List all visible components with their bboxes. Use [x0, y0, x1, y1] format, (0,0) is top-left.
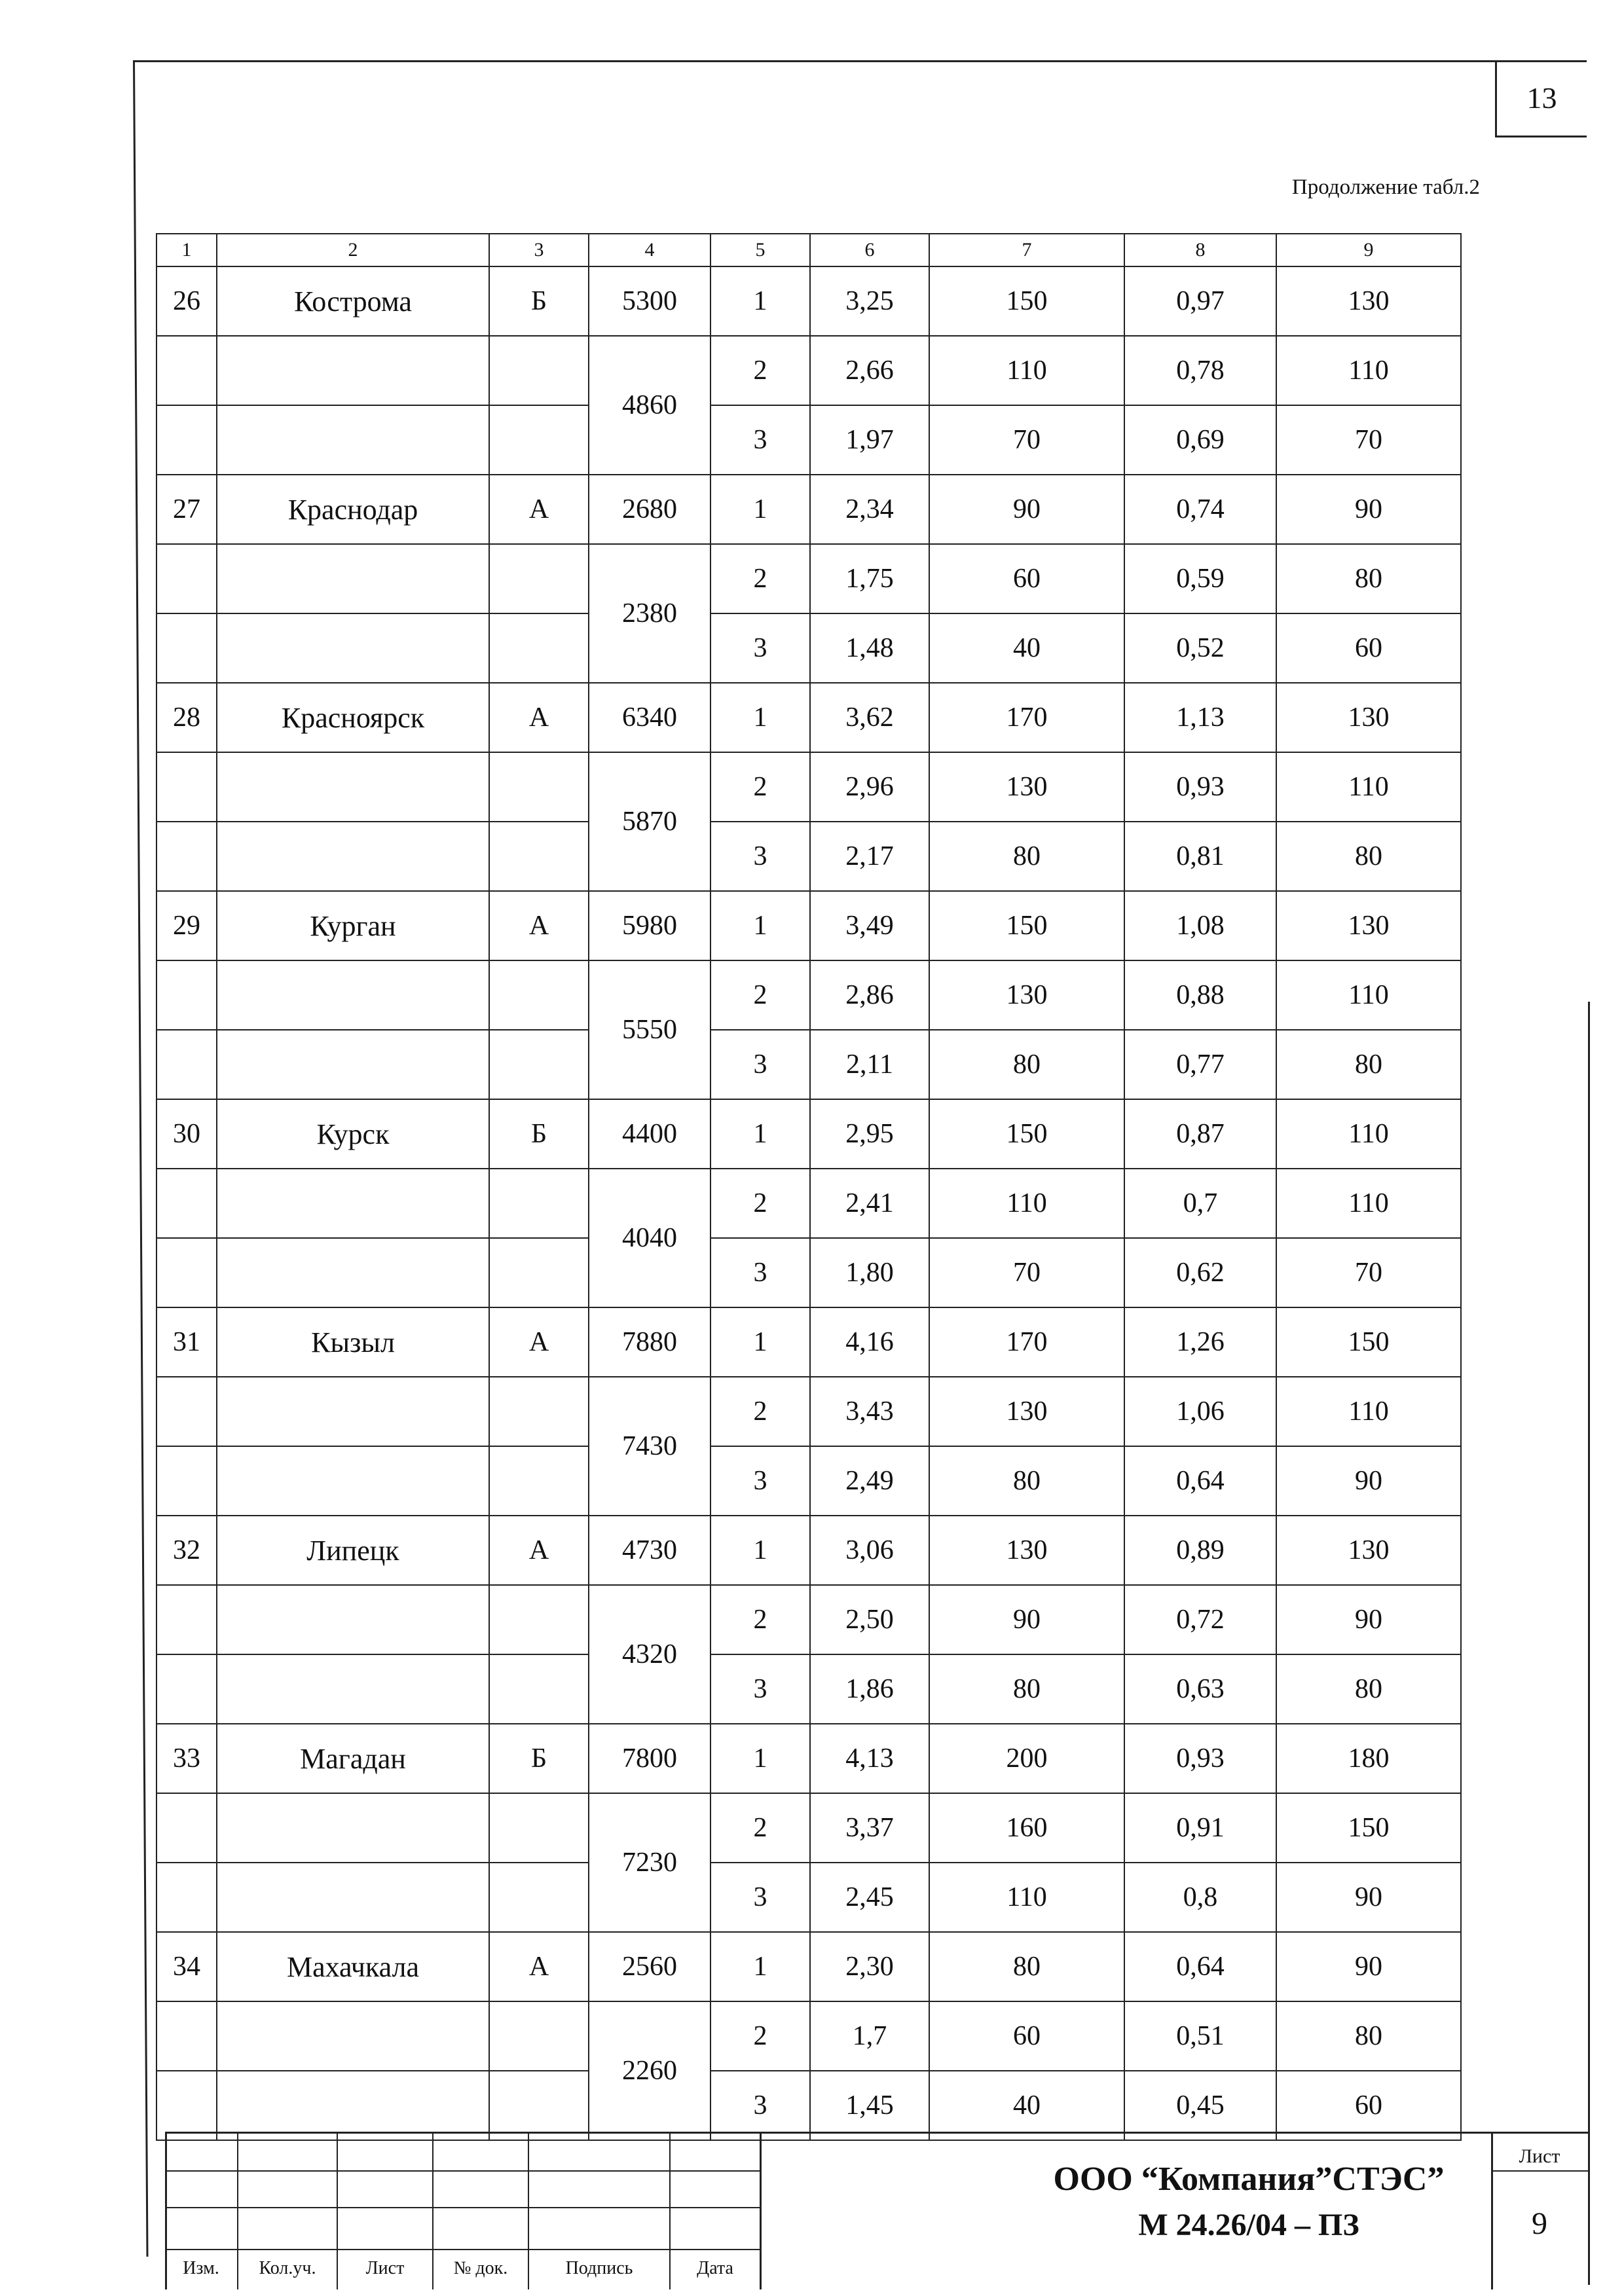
col4-value: 7800	[589, 1724, 710, 1793]
row-number-empty	[157, 1585, 217, 1654]
col9-value: 130	[1276, 1516, 1461, 1585]
col8-value: 0,8	[1124, 1863, 1276, 1932]
col6-value: 2,86	[810, 960, 929, 1030]
row-number-empty	[157, 1377, 217, 1446]
row-number-empty	[157, 960, 217, 1030]
column-header: 7	[929, 234, 1124, 266]
col8-value: 0,88	[1124, 960, 1276, 1030]
city-name-empty	[217, 1654, 489, 1724]
row-number-empty	[157, 1863, 217, 1932]
data-table	[156, 233, 1462, 2141]
title-block	[165, 2132, 1588, 2287]
row-number: 33	[157, 1724, 217, 1793]
col4-value: 4730	[589, 1516, 710, 1585]
table-row	[157, 752, 1461, 822]
col4-value: 5300	[589, 266, 710, 336]
col5-stage: 3	[710, 822, 810, 891]
frame-left-border	[133, 60, 148, 2257]
col4-value: 7880	[589, 1307, 710, 1377]
col8-value: 0,78	[1124, 336, 1276, 405]
table-row	[157, 1446, 1461, 1516]
category-empty	[489, 544, 589, 613]
row-number-empty	[157, 2001, 217, 2071]
col5-stage: 1	[710, 1099, 810, 1169]
city-name-empty	[217, 2071, 489, 2140]
city-name-empty	[217, 822, 489, 891]
col5-stage: 3	[710, 1863, 810, 1932]
city-name: Курган	[217, 891, 489, 960]
row-number-empty	[157, 1169, 217, 1238]
category-empty	[489, 1030, 589, 1099]
column-header: 8	[1124, 234, 1276, 266]
col6-value: 3,62	[810, 683, 929, 752]
label-date: Дата	[697, 2258, 733, 2278]
col5-stage: 3	[710, 1446, 810, 1516]
col7-value: 80	[929, 822, 1124, 891]
col6-value: 1,7	[810, 2001, 929, 2071]
col9-value: 80	[1276, 544, 1461, 613]
category-empty	[489, 1793, 589, 1863]
city-name-empty	[217, 1030, 489, 1099]
col6-value: 1,80	[810, 1238, 929, 1307]
col7-value: 130	[929, 1377, 1124, 1446]
col8-value: 0,72	[1124, 1585, 1276, 1654]
col7-value: 60	[929, 2001, 1124, 2071]
table-row	[157, 683, 1461, 752]
city-name: Липецк	[217, 1516, 489, 1585]
column-header: 9	[1276, 234, 1461, 266]
row-number-empty	[157, 752, 217, 822]
col9-value: 110	[1276, 1377, 1461, 1446]
table-row	[157, 613, 1461, 683]
col9-value: 90	[1276, 1932, 1461, 2001]
col8-value: 0,7	[1124, 1169, 1276, 1238]
row-number: 29	[157, 891, 217, 960]
col7-value: 40	[929, 2071, 1124, 2140]
col8-value: 0,62	[1124, 1238, 1276, 1307]
col6-value: 2,17	[810, 822, 929, 891]
col7-value: 160	[929, 1793, 1124, 1863]
col7-value: 90	[929, 1585, 1124, 1654]
col9-value: 80	[1276, 822, 1461, 891]
category-empty	[489, 1863, 589, 1932]
col9-value: 60	[1276, 613, 1461, 683]
col8-value: 1,06	[1124, 1377, 1276, 1446]
col7-value: 80	[929, 1932, 1124, 2001]
category-empty	[489, 1238, 589, 1307]
col4-value: 6340	[589, 683, 710, 752]
col9-value: 80	[1276, 2001, 1461, 2071]
col5-stage: 3	[710, 2071, 810, 2140]
col5-stage: 1	[710, 1932, 810, 2001]
col6-value: 2,41	[810, 1169, 929, 1238]
category: А	[489, 1516, 589, 1585]
category-empty	[489, 2071, 589, 2140]
sheet-number: 9	[1532, 2206, 1547, 2241]
row-number-empty	[157, 1793, 217, 1863]
city-name-empty	[217, 1169, 489, 1238]
col5-stage: 2	[710, 960, 810, 1030]
col5-stage: 2	[710, 544, 810, 613]
table-row	[157, 1307, 1461, 1377]
col6-value: 2,95	[810, 1099, 929, 1169]
city-name-empty	[217, 613, 489, 683]
col6-value: 2,30	[810, 1932, 929, 2001]
col8-value: 0,64	[1124, 1932, 1276, 2001]
col8-value: 0,52	[1124, 613, 1276, 683]
table-row	[157, 1516, 1461, 1585]
col8-value: 0,93	[1124, 1724, 1276, 1793]
col6-value: 3,25	[810, 266, 929, 336]
table-body	[157, 266, 1461, 2140]
col7-value: 130	[929, 960, 1124, 1030]
category: Б	[489, 1724, 589, 1793]
table-row	[157, 544, 1461, 613]
category-empty	[489, 960, 589, 1030]
column-header: 3	[489, 234, 589, 266]
table-row	[157, 822, 1461, 891]
city-name: Кострома	[217, 266, 489, 336]
row-number-empty	[157, 1238, 217, 1307]
column-header: 6	[810, 234, 929, 266]
col7-value: 110	[929, 1169, 1124, 1238]
col7-value: 110	[929, 1863, 1124, 1932]
col4-value: 7430	[589, 1377, 710, 1516]
col5-stage: 1	[710, 1307, 810, 1377]
row-number-empty	[157, 544, 217, 613]
category-empty	[489, 1654, 589, 1724]
table-row	[157, 266, 1461, 336]
category: А	[489, 1307, 589, 1377]
col8-value: 0,89	[1124, 1516, 1276, 1585]
city-name: Махачкала	[217, 1932, 489, 2001]
column-header: 2	[217, 234, 489, 266]
col8-value: 0,59	[1124, 544, 1276, 613]
row-number: 31	[157, 1307, 217, 1377]
category-empty	[489, 336, 589, 405]
col5-stage: 2	[710, 1585, 810, 1654]
table-row	[157, 1377, 1461, 1446]
category: Б	[489, 266, 589, 336]
table-row	[157, 960, 1461, 1030]
category-empty	[489, 2001, 589, 2071]
city-name-empty	[217, 2001, 489, 2071]
col6-value: 1,97	[810, 405, 929, 475]
document-code: М 24.26/04 – ПЗ	[1138, 2208, 1359, 2242]
col7-value: 170	[929, 1307, 1124, 1377]
sheet-label: Лист	[1519, 2145, 1560, 2167]
category: А	[489, 683, 589, 752]
city-name-empty	[217, 1585, 489, 1654]
col9-value: 90	[1276, 475, 1461, 544]
col9-value: 90	[1276, 1863, 1461, 1932]
row-number-empty	[157, 613, 217, 683]
row-number-empty	[157, 336, 217, 405]
col6-value: 1,48	[810, 613, 929, 683]
col9-value: 90	[1276, 1446, 1461, 1516]
row-number: 28	[157, 683, 217, 752]
row-number-empty	[157, 822, 217, 891]
col4-value: 4860	[589, 336, 710, 475]
col5-stage: 1	[710, 1724, 810, 1793]
col5-stage: 3	[710, 613, 810, 683]
col5-stage: 2	[710, 752, 810, 822]
header-row	[157, 234, 1461, 266]
row-number: 27	[157, 475, 217, 544]
col9-value: 110	[1276, 336, 1461, 405]
table-row	[157, 1932, 1461, 2001]
table-row	[157, 1793, 1461, 1863]
category-empty	[489, 1169, 589, 1238]
table-row	[157, 1585, 1461, 1654]
col7-value: 170	[929, 683, 1124, 752]
col5-stage: 2	[710, 1169, 810, 1238]
col7-value: 60	[929, 544, 1124, 613]
col8-value: 0,69	[1124, 405, 1276, 475]
row-number: 32	[157, 1516, 217, 1585]
label-signature: Подпись	[565, 2258, 633, 2278]
col9-value: 110	[1276, 960, 1461, 1030]
table-row	[157, 1169, 1461, 1238]
col6-value: 3,37	[810, 1793, 929, 1863]
row-number-empty	[157, 2071, 217, 2140]
category-empty	[489, 1446, 589, 1516]
col5-stage: 1	[710, 1516, 810, 1585]
category: А	[489, 475, 589, 544]
category: Б	[489, 1099, 589, 1169]
col8-value: 0,93	[1124, 752, 1276, 822]
col7-value: 80	[929, 1446, 1124, 1516]
city-name-empty	[217, 1793, 489, 1863]
col4-value: 2560	[589, 1932, 710, 2001]
city-name: Краснодар	[217, 475, 489, 544]
row-number-empty	[157, 1446, 217, 1516]
category-empty	[489, 405, 589, 475]
col9-value: 130	[1276, 683, 1461, 752]
table-row	[157, 2001, 1461, 2071]
col9-value: 110	[1276, 1099, 1461, 1169]
col6-value: 4,16	[810, 1307, 929, 1377]
col6-value: 1,86	[810, 1654, 929, 1724]
col7-value: 200	[929, 1724, 1124, 1793]
table-row	[157, 1099, 1461, 1169]
city-name-empty	[217, 1446, 489, 1516]
col7-value: 80	[929, 1654, 1124, 1724]
col9-value: 80	[1276, 1654, 1461, 1724]
col5-stage: 3	[710, 405, 810, 475]
column-header: 4	[589, 234, 710, 266]
col5-stage: 1	[710, 266, 810, 336]
col7-value: 150	[929, 1099, 1124, 1169]
col9-value: 110	[1276, 1169, 1461, 1238]
col9-value: 80	[1276, 1030, 1461, 1099]
column-header: 1	[157, 234, 217, 266]
col6-value: 2,11	[810, 1030, 929, 1099]
col9-value: 90	[1276, 1585, 1461, 1654]
table-row	[157, 475, 1461, 544]
col4-value: 4040	[589, 1169, 710, 1307]
col5-stage: 3	[710, 1238, 810, 1307]
label-doc-no: № док.	[453, 2258, 508, 2278]
city-name-empty	[217, 1377, 489, 1446]
col5-stage: 2	[710, 2001, 810, 2071]
col9-value: 60	[1276, 2071, 1461, 2140]
city-name: Курск	[217, 1099, 489, 1169]
col8-value: 0,77	[1124, 1030, 1276, 1099]
col8-value: 0,91	[1124, 1793, 1276, 1863]
table-row	[157, 1654, 1461, 1724]
col5-stage: 1	[710, 683, 810, 752]
category-empty	[489, 752, 589, 822]
col6-value: 2,45	[810, 1863, 929, 1932]
city-name: Красноярск	[217, 683, 489, 752]
col9-value: 180	[1276, 1724, 1461, 1793]
table-row	[157, 1724, 1461, 1793]
col7-value: 90	[929, 475, 1124, 544]
row-number: 30	[157, 1099, 217, 1169]
col8-value: 1,26	[1124, 1307, 1276, 1377]
col4-value: 2380	[589, 544, 710, 683]
company-name: ООО “Компания”СТЭС”	[1053, 2160, 1445, 2198]
frame-top-border	[133, 60, 1587, 62]
col6-value: 2,34	[810, 475, 929, 544]
col8-value: 0,63	[1124, 1654, 1276, 1724]
col6-value: 2,49	[810, 1446, 929, 1516]
category-empty	[489, 1377, 589, 1446]
page-number	[1495, 60, 1587, 137]
col9-value: 130	[1276, 266, 1461, 336]
row-number: 26	[157, 266, 217, 336]
category-empty	[489, 1585, 589, 1654]
col5-stage: 1	[710, 475, 810, 544]
page-number-text: 13	[1526, 81, 1557, 115]
table-row	[157, 405, 1461, 475]
category: А	[489, 891, 589, 960]
table-row	[157, 1030, 1461, 1099]
col8-value: 0,97	[1124, 266, 1276, 336]
col5-stage: 2	[710, 1377, 810, 1446]
table-continuation-caption: Продолжение табл.2	[1291, 175, 1480, 199]
col7-value: 40	[929, 613, 1124, 683]
table-row	[157, 891, 1461, 960]
col7-value: 150	[929, 266, 1124, 336]
col5-stage: 2	[710, 1793, 810, 1863]
col6-value: 2,50	[810, 1585, 929, 1654]
col8-value: 1,13	[1124, 683, 1276, 752]
col8-value: 0,74	[1124, 475, 1276, 544]
col7-value: 130	[929, 1516, 1124, 1585]
frame-right-border	[1588, 1002, 1590, 2285]
col8-value: 0,81	[1124, 822, 1276, 891]
category-empty	[489, 613, 589, 683]
col7-value: 70	[929, 405, 1124, 475]
col6-value: 3,43	[810, 1377, 929, 1446]
col6-value: 1,75	[810, 544, 929, 613]
col6-value: 3,06	[810, 1516, 929, 1585]
city-name-empty	[217, 960, 489, 1030]
table-row	[157, 1238, 1461, 1307]
col6-value: 2,66	[810, 336, 929, 405]
table-row	[157, 336, 1461, 405]
col4-value: 7230	[589, 1793, 710, 1932]
label-izm: Изм.	[183, 2258, 219, 2278]
row-number-empty	[157, 1654, 217, 1724]
col4-value: 4320	[589, 1585, 710, 1724]
category: А	[489, 1932, 589, 2001]
col8-value: 0,51	[1124, 2001, 1276, 2071]
col4-value: 5550	[589, 960, 710, 1099]
col4-value: 5870	[589, 752, 710, 891]
col7-value: 150	[929, 891, 1124, 960]
city-name-empty	[217, 752, 489, 822]
col9-value: 150	[1276, 1793, 1461, 1863]
col9-value: 150	[1276, 1307, 1461, 1377]
col9-value: 70	[1276, 405, 1461, 475]
row-number-empty	[157, 1030, 217, 1099]
city-name: Кызыл	[217, 1307, 489, 1377]
col5-stage: 2	[710, 336, 810, 405]
col5-stage: 1	[710, 891, 810, 960]
label-kol-uch: Кол.уч.	[259, 2258, 316, 2278]
column-header: 5	[710, 234, 810, 266]
table-row	[157, 1863, 1461, 1932]
city-name: Магадан	[217, 1724, 489, 1793]
col6-value: 1,45	[810, 2071, 929, 2140]
col4-value: 4400	[589, 1099, 710, 1169]
col6-value: 2,96	[810, 752, 929, 822]
label-list: Лист	[365, 2258, 405, 2278]
col4-value: 5980	[589, 891, 710, 960]
col8-value: 0,45	[1124, 2071, 1276, 2140]
col7-value: 130	[929, 752, 1124, 822]
col8-value: 0,87	[1124, 1099, 1276, 1169]
col6-value: 3,49	[810, 891, 929, 960]
col8-value: 0,64	[1124, 1446, 1276, 1516]
col9-value: 70	[1276, 1238, 1461, 1307]
col9-value: 110	[1276, 752, 1461, 822]
category-empty	[489, 822, 589, 891]
row-number-empty	[157, 405, 217, 475]
col6-value: 4,13	[810, 1724, 929, 1793]
col4-value: 2260	[589, 2001, 710, 2140]
col7-value: 80	[929, 1030, 1124, 1099]
col7-value: 70	[929, 1238, 1124, 1307]
table-row	[157, 2071, 1461, 2140]
city-name-empty	[217, 405, 489, 475]
col7-value: 110	[929, 336, 1124, 405]
row-number: 34	[157, 1932, 217, 2001]
col4-value: 2680	[589, 475, 710, 544]
city-name-empty	[217, 1863, 489, 1932]
col5-stage: 3	[710, 1030, 810, 1099]
col8-value: 1,08	[1124, 891, 1276, 960]
col5-stage: 3	[710, 1654, 810, 1724]
city-name-empty	[217, 1238, 489, 1307]
city-name-empty	[217, 544, 489, 613]
col9-value: 130	[1276, 891, 1461, 960]
city-name-empty	[217, 336, 489, 405]
